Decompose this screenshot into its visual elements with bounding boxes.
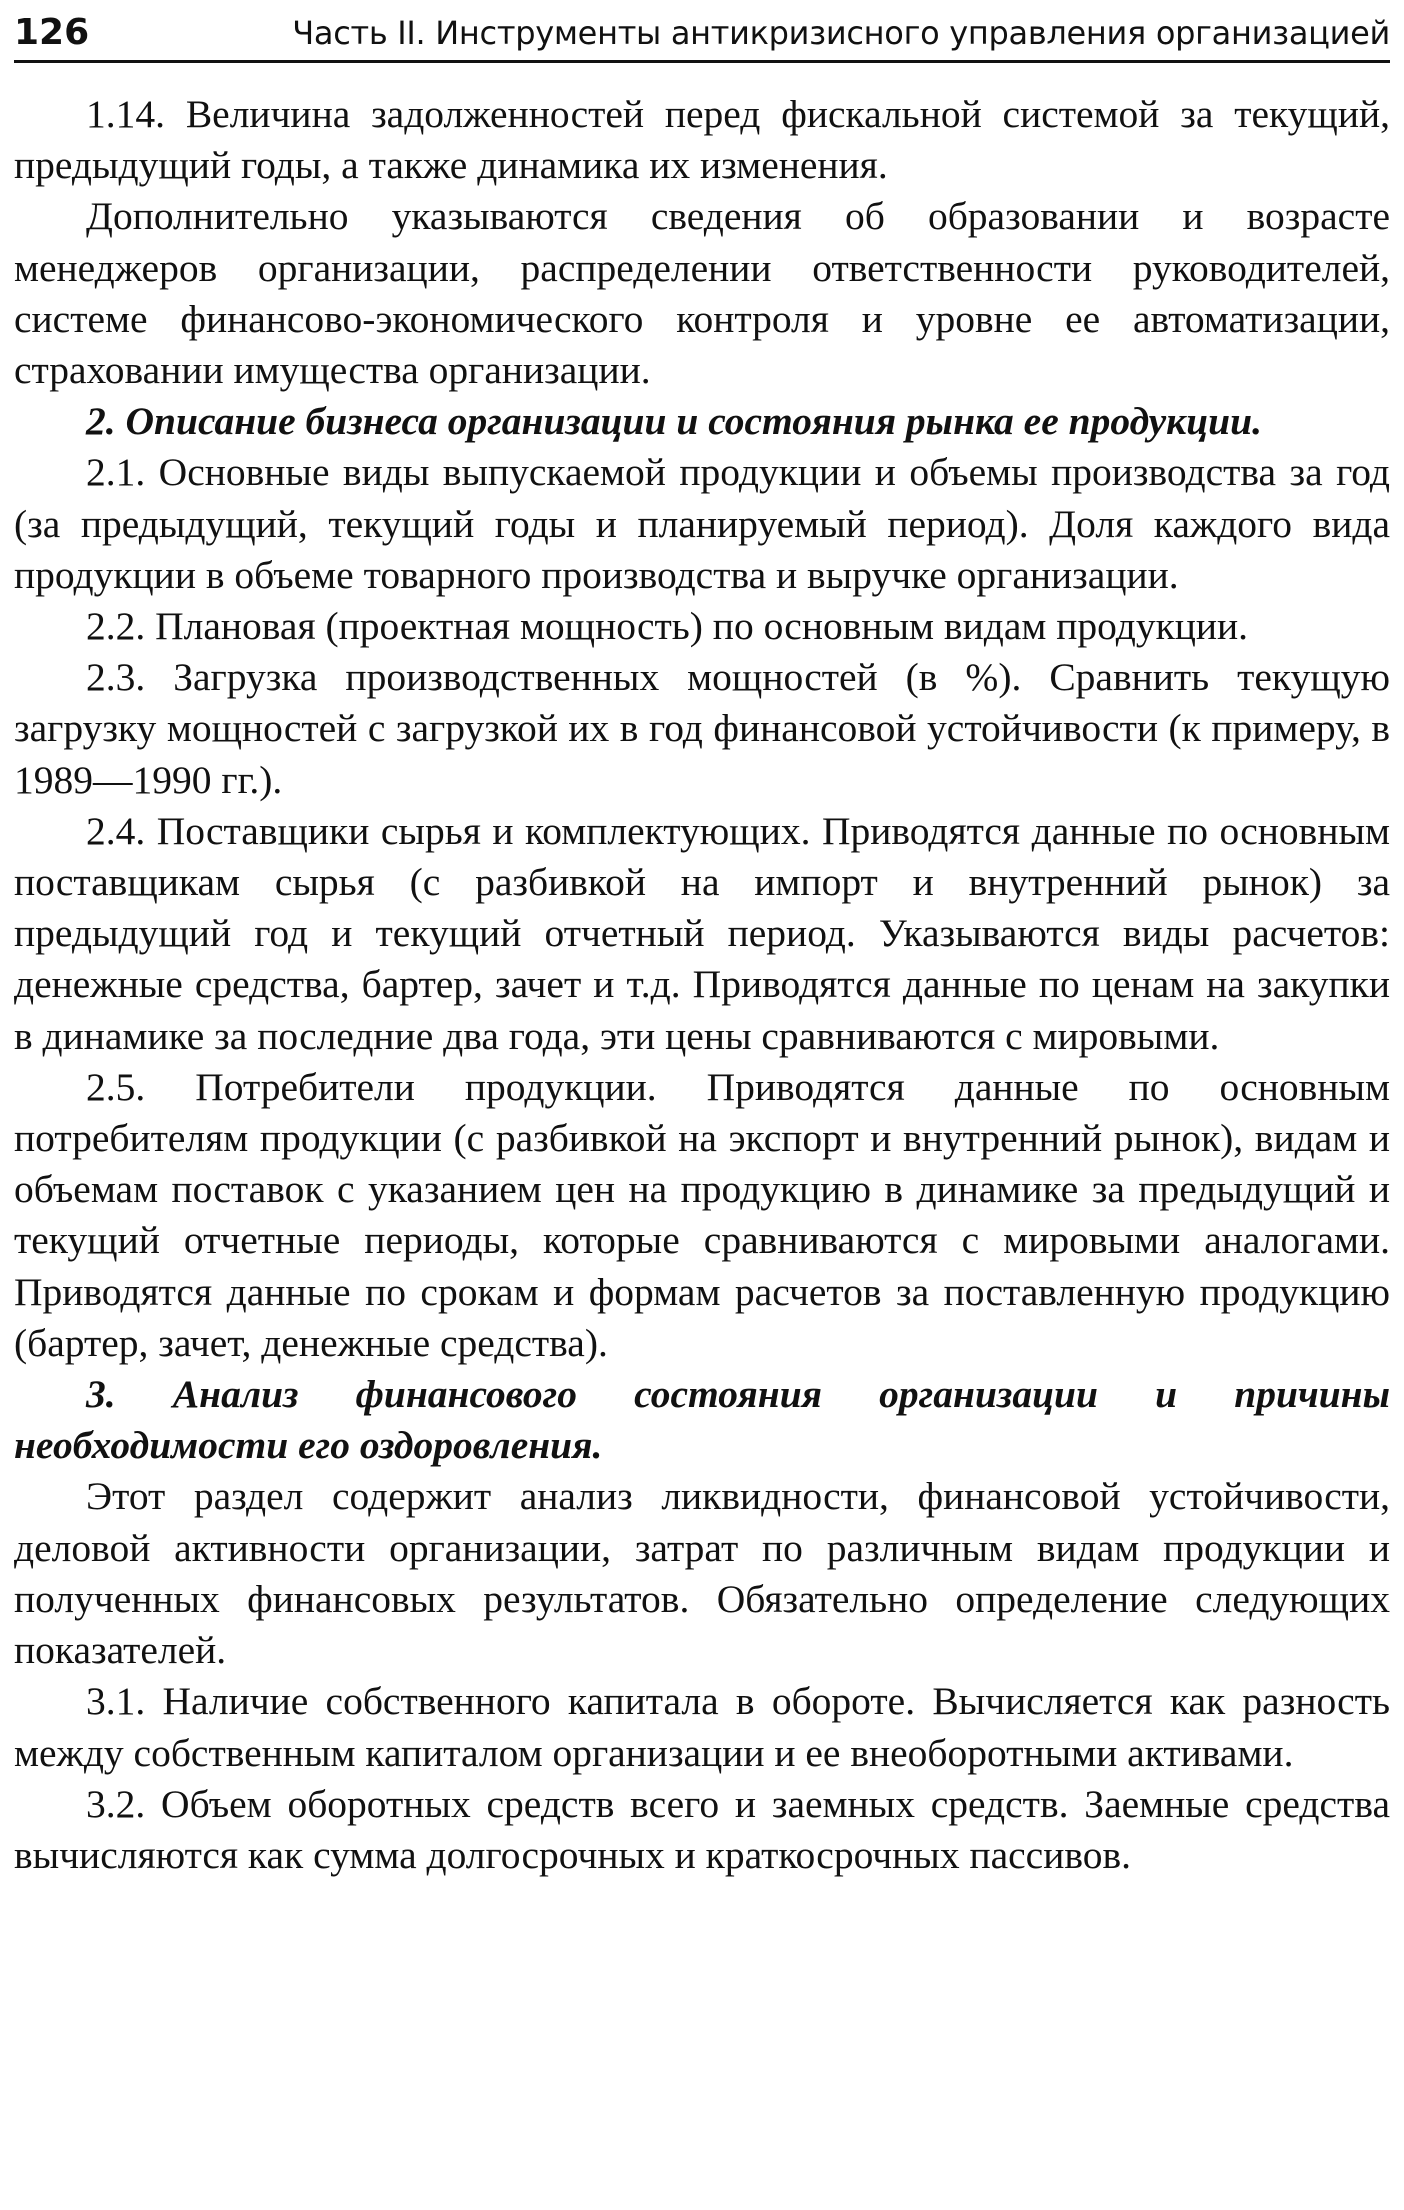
page-number: 126 — [14, 12, 90, 53]
section-heading-3: 3. Анализ финансового состояния организации и причины необходимости его оздоровления. — [14, 1372, 1390, 1468]
paragraph-additional-info: Дополнительно указываются сведения об образовании и возрасте менеджеров организации, распределении ответственности руководителей, системе финансово-экономического контроля и уровне ее автоматизации, страховании имущества организации. — [14, 194, 1390, 393]
body-text — [14, 89, 1390, 1881]
book-page — [14, 12, 1390, 1881]
running-header — [14, 12, 1390, 63]
running-title: Часть II. Инструменты антикризисного управления организацией — [292, 14, 1390, 52]
paragraph-2-5: 2.5. Потребители продукции. Приводятся данные по основным потребителям продукции (с разбивкой на экспорт и внутренний рынок), видам и объемам поставок с указанием цен на продукцию в динамике за предыдущий и текущий отчетные периоды, которые сравниваются с мировыми аналогами. Приводятся данные по срокам и формам расчетов за поставленную продукцию (бартер, зачет, денежные средства). — [14, 1064, 1390, 1365]
section-heading-2: 2. Описание бизнеса организации и состояния рынка ее продукции. — [86, 399, 1262, 444]
paragraph-2-4: 2.4. Поставщики сырья и комплектующих. Приводятся данные по основным поставщикам сырья (с разбивкой на импорт и внутренний рынок) за предыдущий год и текущий отчетный период. Указываются виды расчетов: денежные средства, бартер, зачет и т.д. Приводятся данные по ценам на закупки в динамике за последние два года, эти цены сравниваются с мировыми. — [14, 808, 1390, 1058]
paragraph-2-1: 2.1. Основные виды выпускаемой продукции и объемы производства за год (за предыдущий, текущий годы и планируемый период). Доля каждого вида продукции в объеме товарного производства и выручке организации. — [14, 450, 1390, 597]
paragraph-2-2: 2.2. Плановая (проектная мощность) по основным видам продукции. — [86, 604, 1249, 649]
paragraph-1-14: 1.14. Величина задолженностей перед фискальной системой за текущий, предыдущий годы, а также динамика их изменения. — [14, 92, 1390, 188]
paragraph-section-3-intro: Этот раздел содержит анализ ликвидности, финансовой устойчивости, деловой активности организации, затрат по различным видам продукции и полученных финансовых результатов. Обязательно определение следующих показателей. — [14, 1474, 1390, 1673]
paragraph-2-3: 2.3. Загрузка производственных мощностей (в %). Сравнить текущую загрузку мощностей с загрузкой их в год финансовой устойчивости (к примеру, в 1989—1990 гг.). — [14, 655, 1390, 802]
paragraph-3-1: 3.1. Наличие собственного капитала в обороте. Вычисляется как разность между собственным капиталом организации и ее внеоборотными активами. — [14, 1679, 1390, 1775]
paragraph-3-2: 3.2. Объем оборотных средств всего и заемных средств. Заемные средства вычисляются как сумма долгосрочных и краткосрочных пассивов. — [14, 1781, 1390, 1877]
